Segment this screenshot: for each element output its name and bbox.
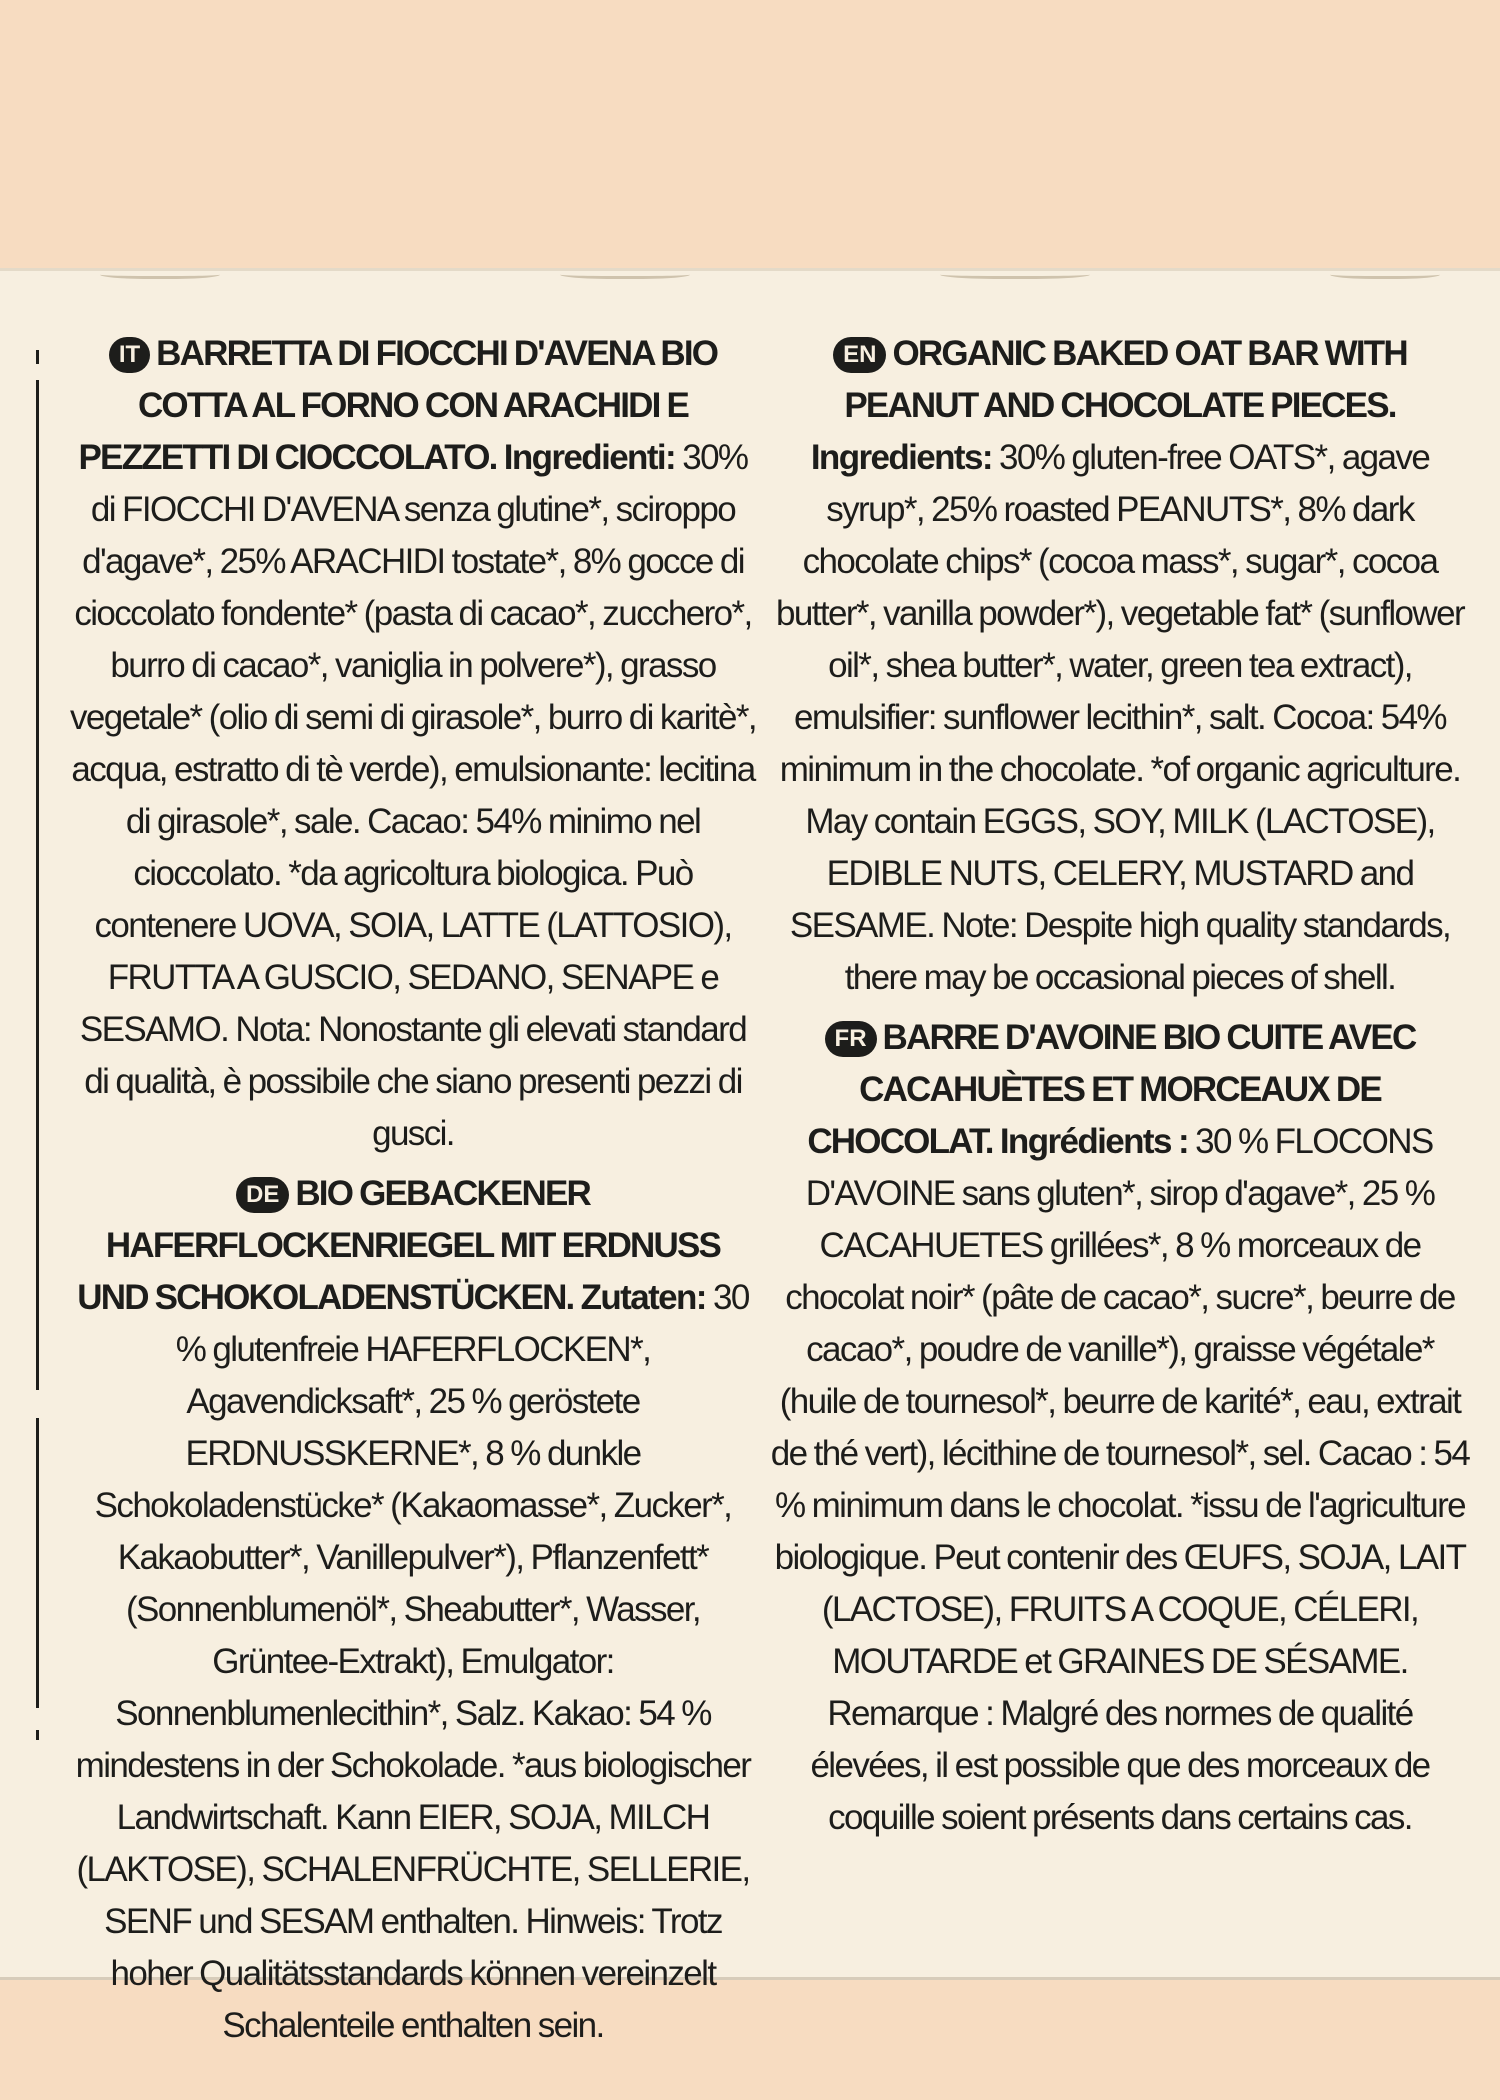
section-en — [770, 328, 1470, 1004]
section-en-label: Ingredients: — [810, 438, 992, 477]
ingredients-label-panel — [0, 268, 1500, 2045]
section-it-body: 30% di FIOCCHI D'AVENA senza glutine*, sciroppo d'agave*, 25% ARACHIDI tostate*, 8% gocce di cioccolato fondente* (pasta di cacao*, zucchero*, burro di cacao*, vaniglia in polvere*), grasso vegetale* (olio di semi di girasole*, burro di karitè*, acqua, estratto di tè verde), emulsionante: lecitina di girasole*, sale. Cacao: 54% minimo nel cioccolato. *da agricoltura biologica. Può contenere UOVA, SOIA, LATTE (LATTOSIO), FRUTTA A GUSCIO, SEDANO, SENAPE e SESAMO. Nota: Nonostante gli elevati standard di qualità, è possibile che siano presenti pezzi di gusci. — [69, 438, 757, 1153]
section-it-label: Ingredienti: — [503, 438, 676, 477]
section-de-body: 30 % glutenfreie HAFERFLOCKEN*, Agavendicksaft*, 25 % geröstete ERDNUSSKERNE*, 8 % dunkle Schokoladenstücke* (Kakaomasse*, Zucker*, Kakaobutter*, Vanillepulver*), Pflanzenfett* (Sonnenblumenöl*, Sheabutter*, Wasser, Grüntee-Extrakt), Emulgator: Sonnenblumenlecithin*, Salz. Kakao: 54 % mindestens in der Schokolade. *aus biologischer Landwirtschaft. Kann EIER, SOJA, MILCH (LAKTOSE), SCHALENFRÜCHTE, SELLERIE, SENF und SESAM enthalten. Hinweis: Trotz hoher Qualitätsstandards können vereinzelt Schalenteile enthalten sein. — [75, 1278, 751, 2045]
left-column — [68, 328, 758, 2060]
edge-mark — [36, 1730, 39, 1740]
section-fr-body: 30 % FLOCONS D'AVOINE sans gluten*, sirop d'agave*, 25 % CACAHUETES grillées*, 8 % morceaux de chocolat noir* (pâte de cacao*, sucre*, beurre de cacao*, poudre de vanille*), graisse végétale* (huile de tournesol*, beurre de karité*, eau, extrait de thé vert), lécithine de tournesol*, sel. Cacao : 54 % minimum dans le chocolat. *issu de l'agriculture biologique. Peut contenir des ŒUFS, SOJA, LAIT (LACTOSE), FRUITS A COQUE, CÉLERI, MOUTARDE et GRAINES DE SÉSAME. Remarque : Malgré des normes de qualité élevées, il est possible que des morceaux de coquille soient présents dans certains cas. — [770, 1122, 1470, 1837]
section-en-text — [770, 328, 1470, 1004]
language-badge-fr: FR — [825, 1021, 877, 1057]
section-it — [68, 328, 758, 1160]
section-de-text — [68, 1168, 758, 2052]
section-fr — [770, 1012, 1470, 1844]
section-it-title: BARRETTA DI FIOCCHI D'AVENA BIO COTTA AL FORNO CON ARACHIDI E PEZZETTI DI CIOCCOLATO. — [78, 334, 718, 477]
section-fr-text — [770, 1012, 1470, 1844]
right-column — [770, 328, 1470, 1852]
section-it-text — [68, 328, 758, 1160]
language-badge-it: IT — [109, 337, 150, 373]
edge-mark — [36, 1418, 39, 1708]
section-de — [68, 1168, 758, 2052]
edge-mark — [36, 350, 39, 364]
section-fr-title: BARRE D'AVOINE BIO CUITE AVEC CACAHUÈTES ET MORCEAUX DE CHOCOLAT. — [807, 1018, 1416, 1161]
language-badge-en: EN — [833, 337, 886, 373]
edge-mark — [36, 380, 39, 1390]
language-badge-de: DE — [236, 1177, 289, 1213]
section-de-label: Zutaten: — [580, 1278, 706, 1317]
box-notch — [100, 268, 220, 279]
box-notch — [560, 268, 690, 279]
section-en-body: 30% gluten-free OATS*, agave syrup*, 25% roasted PEANUTS*, 8% dark chocolate chips* (cocoa mass*, sugar*, cocoa butter*, vanilla powder*), vegetable fat* (sunflower oil*, shea butter*, water, green tea extract), emulsifier: sunflower lecithin*, salt. Cocoa: 54% minimum in the chocolate. *of organic agriculture. May contain EGGS, SOY, MILK (LACTOSE), EDIBLE NUTS, CELERY, MUSTARD and SESAME. Note: Despite high quality standards, there may be occasional pieces of shell. — [775, 438, 1465, 997]
section-en-title: ORGANIC BAKED OAT BAR WITH PEANUT AND CHOCOLATE PIECES. — [844, 334, 1407, 425]
section-de-title: BIO GEBACKENER HAFERFLOCKENRIEGEL MIT ERDNUSS UND SCHOKOLADENSTÜCKEN. — [77, 1174, 721, 1317]
section-fr-label: Ingrédients : — [999, 1122, 1189, 1161]
box-notch — [1330, 268, 1440, 279]
box-notch — [940, 268, 1090, 279]
